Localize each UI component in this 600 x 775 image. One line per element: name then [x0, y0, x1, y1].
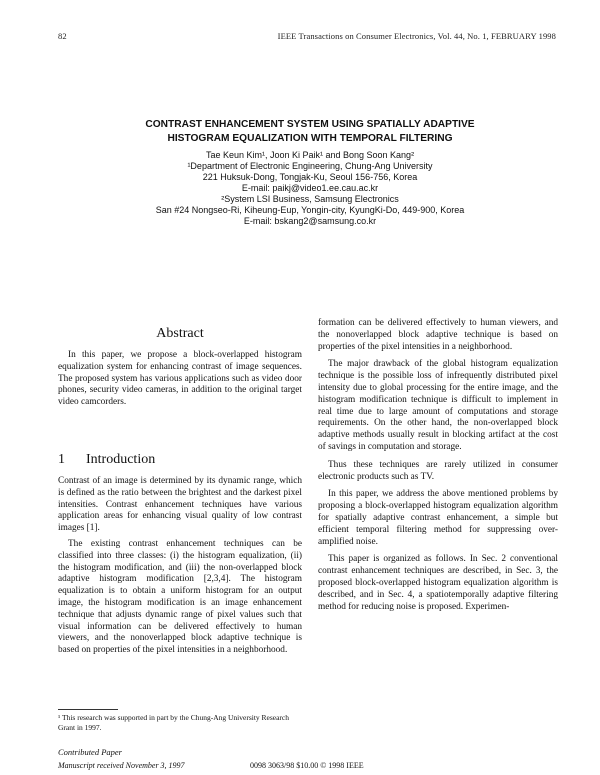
page-number: 82 [58, 31, 67, 41]
title-line-1: CONTRAST ENHANCEMENT SYSTEM USING SPATIALLY ADAPTIVE [145, 119, 475, 130]
right-paragraph-4: Thus these techniques are rarely utilized in consumer electronic products such as TV. [318, 459, 558, 482]
right-paragraph-cont: formation can be delivered effectively to human viewers, and the nonoverlapped block adaptive technique is based on properties of the pixel intensities in a neighborhood. [318, 318, 558, 352]
footnote: ¹ This research was supported in part by the Chung-Ang University Research Grant in 1997. [58, 713, 290, 732]
title-line-2: HISTOGRAM EQUALIZATION WITH TEMPORAL FILTERING [167, 132, 453, 144]
copyright-id: 0098 3063/98 $10.00 © 1998 IEEE [250, 761, 364, 770]
address-2: San #24 Nongseo-Ri, Kiheung-Eup, Yongin-city, KyungKi-Do, 449-900, Korea [155, 205, 465, 215]
section-title: Introduction [86, 452, 156, 467]
contributed-paper: Contributed Paper [58, 747, 122, 757]
intro-paragraph-1: Contrast of an image is determined by its dynamic range, which is defined as the ratio between the brightest and the darkest pixel intensities. Contrast enhancement techniques have various application areas for enhancing visual quality of low contrast images [1]. [58, 476, 302, 534]
author-block [90, 150, 530, 227]
intro-paragraph-2: The existing contrast enhancement techniques can be classified into three classes: (i) the histogram equalization, (ii) the histogram modification, and (iii) the non-overlapped block adaptive histogram modification [2,3,4]. The histogram equalization is to obtain a uniform histogram for an output image, the histogram modification is an image enhancement technique that adjusts dynamic range of pixel values such that visual information can be delivered effectively to human viewers, and the nonoverlapped block adaptive technique is based on properties of the pixel intensities in a neighborhood. [58, 538, 302, 656]
abstract-heading: Abstract [156, 326, 204, 341]
email-1: E-mail: paikj@video1.ee.cau.ac.kr [241, 183, 379, 193]
right-paragraph-5: In this paper, we address the above mentioned problems by proposing a block-overlapped histogram equalization algorithm for spatially adaptive contrast enhancement, a simple but efficient temporal filtering method for suppressing over-amplified noise. [318, 489, 558, 547]
section-number: 1 [58, 452, 65, 467]
paper-title [90, 118, 530, 145]
manuscript-received: Manuscript received November 3, 1997 [58, 761, 185, 770]
address-1: 221 Huksuk-Dong, Tongjak-Ku, Seoul 156-756, Korea [202, 172, 418, 182]
affiliation-2: ²System LSI Business, Samsung Electronics [221, 194, 399, 204]
intro-heading [58, 452, 155, 468]
right-column [318, 318, 558, 619]
author-names: Tae Keun Kim¹, Joon Ki Paik¹ and Bong Soon Kang² [205, 150, 415, 160]
footnote-rule [58, 709, 118, 710]
right-paragraph-6: This paper is organized as follows. In Sec. 2 conventional contrast enhancement techniques are described, in Sec. 3, the proposed block-overlapped histogram equalization algorithm is described, and in Sec. 4, a spatiotemporally adaptive filtering method for reducing noise is proposed. Experimen- [318, 554, 558, 612]
affiliation-1: ¹Department of Electronic Engineering, Chung-Ang University [187, 161, 433, 171]
email-2: E-mail: bskang2@samsung.co.kr [243, 216, 377, 226]
journal-header: IEEE Transactions on Consumer Electronics, Vol. 44, No. 1, FEBRUARY 1998 [277, 31, 556, 41]
abstract-body [58, 350, 302, 409]
abstract-text: In this paper, we propose a block-overlapped histogram equalization system for enhancing contrast of image sequences. The proposed system has various applications such as video door phones, security video cameras, in addition to the original target video camcorders. [58, 350, 302, 408]
right-paragraph-3: The major drawback of the global histogram equalization technique is the possible loss of infrequently distributed pixel intensity due to global processing for the entire image, and the histogram modification technique is difficult to implement in real time due to large amount of computations and storage requirements. On the other hand, the non-overlapped block adaptive methods usually result in blocking artifact at the cost of savings in computation and storage. [318, 359, 558, 452]
intro-body [58, 476, 302, 656]
